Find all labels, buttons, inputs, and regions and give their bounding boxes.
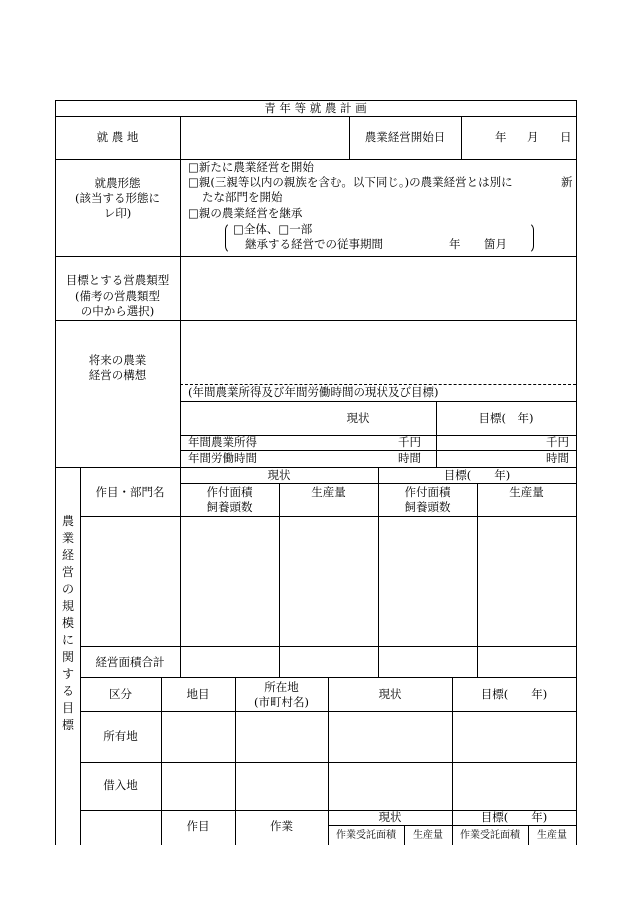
planted-area-target: 作付面積: [404, 485, 451, 499]
work-target-header: 目標( 年): [480, 810, 548, 824]
owned-land-label: 所有地: [103, 729, 138, 743]
option-inherit[interactable]: □親の農業経営を継承: [188, 206, 303, 220]
leased-land-label: 借入地: [103, 778, 138, 792]
date-month: 月: [527, 130, 539, 144]
rule-total-top: [80, 646, 576, 647]
option-new-farming[interactable]: □新たに農業経営を開始: [188, 160, 314, 174]
land-current-header: 現状: [378, 687, 402, 701]
production-current: 生産量: [311, 485, 346, 499]
work-production-target: 生産量: [537, 830, 567, 841]
rule-scale-header-bottom: [80, 516, 576, 517]
rule-income-header: [180, 401, 576, 402]
col-scale-4: [477, 483, 478, 677]
scale-target-header: 目標( 年): [443, 468, 511, 482]
option-new-division[interactable]: □親(三親等以内の親族を含む。以下同じ。)の農業経営とは別に: [188, 175, 513, 189]
target-type-label: 目標とする営農類型: [65, 273, 170, 287]
inherit-period-label: 継承する経営での従事期間: [245, 237, 383, 251]
income-current-header: 現状: [346, 411, 370, 425]
location-header-note: (市町村名): [254, 695, 309, 709]
date-day: 日: [560, 130, 572, 144]
inherit-period-year: 年: [449, 237, 461, 251]
form-title: 青 年 等 就 農 計 画: [264, 101, 367, 115]
annual-hours-unit-current: 時間: [398, 451, 421, 465]
land-category-header: 区分: [109, 687, 132, 701]
col-label-divider: [180, 116, 181, 483]
col-farmland-b: [461, 116, 462, 159]
work-type-header: 作業: [270, 819, 293, 833]
total-area-label: 経営面積合計: [95, 655, 165, 669]
contract-area-current: 作業受託面積: [336, 830, 396, 841]
production-target: 生産量: [509, 485, 544, 499]
rule-form-bottom: [55, 256, 576, 257]
start-date-label: 農業経営開始日: [364, 130, 446, 144]
contract-area-target: 作業受託面積: [460, 830, 520, 841]
work-current-header: 現状: [378, 810, 402, 824]
border-right: [576, 100, 577, 845]
work-crop-header: 作目: [186, 819, 210, 833]
inherit-scope[interactable]: □全体、□一部: [233, 222, 313, 236]
annual-income-unit-target: 千円: [546, 435, 569, 449]
land-type-header: 地目: [186, 687, 210, 701]
livestock-current: 飼養頭数: [206, 500, 253, 514]
future-plan-label: 将来の農業: [88, 353, 147, 367]
option-new-division-tail: 新: [561, 175, 573, 189]
crop-division-header: 作目・部門名: [95, 485, 165, 499]
option-new-division-cont: たな部門を開始: [202, 190, 283, 204]
farming-form-note: (該当する形態に: [75, 191, 160, 205]
rule-type-bottom: [55, 320, 576, 321]
annual-income-unit-current: 千円: [398, 435, 421, 449]
income-hours-header: (年間農業所得及び年間労働時間の現状及び目標): [188, 385, 439, 399]
planted-area-current: 作付面積: [206, 485, 253, 499]
farming-form-label: 就農形態: [94, 176, 141, 190]
annual-hours-label: 年間労働時間: [188, 451, 257, 465]
rule-farmland-bottom: [55, 159, 576, 160]
farming-form-note-2: レ印): [103, 206, 132, 220]
target-type-note: (備考の営農類型: [75, 289, 160, 303]
income-target-header: 目標( 年): [478, 411, 534, 425]
future-plan-label-2: 経営の構想: [88, 368, 147, 382]
inherit-period-months: 箇月: [484, 237, 507, 251]
date-year: 年: [495, 130, 507, 144]
livestock-target: 飼養頭数: [404, 500, 451, 514]
location-header: 所在地: [264, 680, 299, 694]
rule-title-bottom: [55, 116, 576, 117]
annual-income-label: 年間農業所得: [188, 435, 257, 449]
scale-current-header: 現状: [267, 468, 291, 482]
col-scale-2: [279, 483, 280, 677]
target-type-note-2: の中から選択): [80, 304, 155, 318]
annual-hours-unit-target: 時間: [546, 451, 569, 465]
work-production-current: 生産量: [413, 830, 443, 841]
land-target-header: 目標( 年): [480, 687, 548, 701]
farm-land-label: 就 農 地: [96, 130, 139, 144]
scale-goals-side-label: 農 業 経 営 の 規 模 に 関 す る 目 標: [61, 514, 74, 732]
